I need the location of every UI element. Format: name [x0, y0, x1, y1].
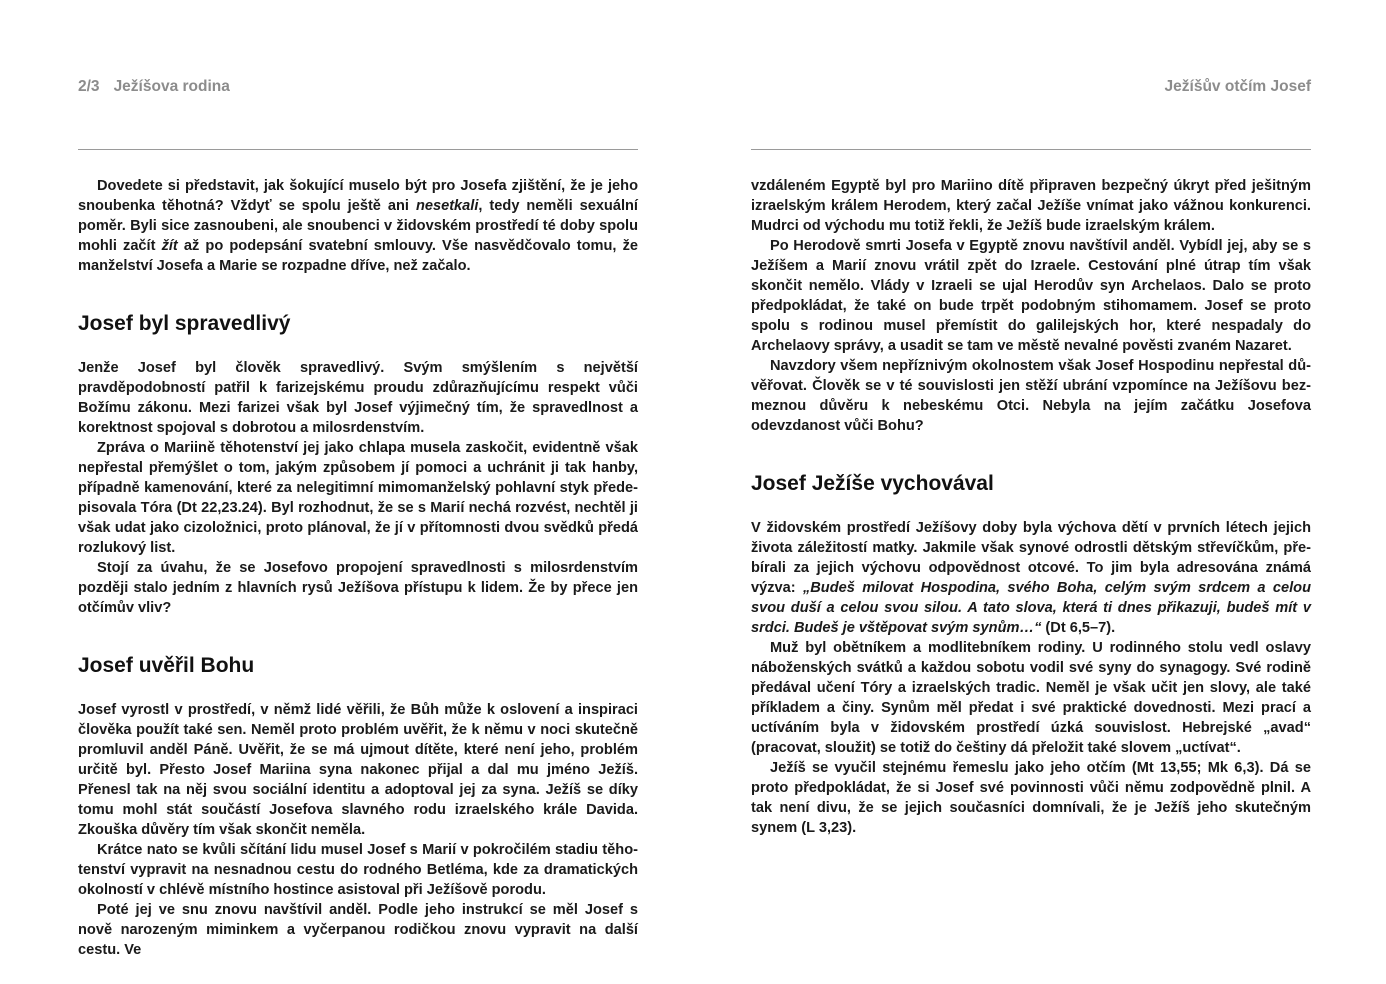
folio: 2/3 [78, 78, 100, 95]
paragraph: Jenže Josef byl člověk spravedlivý. Svým smýšlením s největší pravděpodobností patřil k farizejskému proudu zdůrazňujícímu respekt vůči Božímu zákonu. Mezi farizei však byl Josef výjimečný tím, že spravedlnost a korektnost spojoval s dobrotou a milosrdenstvím. [78, 360, 638, 436]
right-page [751, 0, 1311, 984]
paragraph: Stojí za úvahu, že se Josefovo propojení spravedlnosti s milosrdenstvím později stalo jedním z hlavních rysů Ježíšova přístupu k lidem. Že by přece jen otčímův vliv? [78, 560, 638, 616]
section-heading-uveril: Josef uvěřil Bohu [78, 654, 255, 677]
paragraph: Poté jej ve snu znovu navštívil anděl. Podle jeho instrukcí se měl Josef s nově narozeným miminkem a vyčerpanou rodičkou znovu vypravit na další cestu. Ve [78, 902, 638, 958]
left-page [78, 0, 638, 984]
paragraph: Zpráva o Mariině těhotenství jej jako chlapa musela zaskočit, evidentně však nepřestal přemýšlet o tom, jakým způsobem jí pomoci a uchránit ji tak hanby, případně kamenování, které za nelegitimní mimomanželský pohlavní styk předepisovala Tóra (Dt 22,23.24). Byl rozhodnut, že se s Marií nechá rozvést, nechtěl ji však udat jako cizoložnici, proto plánoval, že jí v přítomnosti dvou svědků předá rozlukový list. [78, 440, 638, 556]
section-heading-vychovaval: Josef Ježíše vychovával [751, 472, 994, 495]
chapter-title: Ježíšova rodina [113, 78, 230, 95]
paragraph: Josef vyrostl v prostředí, v němž lidé věřili, že Bůh může k oslovení a inspiraci člověka použít také sen. Neměl proto problém uvěřit, že k němu v noci skutečně promluvil anděl Páně. Uvěřit, že se má ujmout dítěte, které není jeho, problém určitě byl. Přesto Josef Mariina syna nakonec přijal a dal mu jméno Ježíš. Přenesl tak na něj svou sociální identitu a adoptoval jej za syna. Ježíš se díky tomu mohl stát součástí Josefova slavného rodu izraelského krále Davida. Zkouška důvěry tím však skončit neměla. [78, 702, 638, 838]
paragraph: V židovském prostředí Ježíšovy doby byla výchova dětí v prvních létech jejich života záležitostí matky. Jakmile však synové odrostli dětským střevíčkům, přebírali za jejich výchovu odpovědnost otcové. To jim byla adresována známá výzva: „Budeš milovat Hospodina, svého Boha, celým svým srdcem a celou svou duší a celou svou silou. A tato slova, která ti dnes přikazuji, budeš mít v srdci. Budeš je vštěpovat svým synům…“ (Dt 6,5–7). [751, 520, 1311, 636]
right-text-column [751, 176, 1311, 838]
paragraph: vzdáleném Egyptě byl pro Mariino dítě připraven bezpečný úkryt před ješitným izraelským králem Herodem, který začal Ježíše vnímat jako vážnou konkurenci. Mudrci od východu mu totiž řekli, že Ježíš bude izraelským králem. [751, 178, 1311, 234]
section-heading-spravedlivy: Josef byl spravedlivý [78, 312, 291, 335]
paragraph: Krátce nato se kvůli sčítání lidu musel Josef s Marií v pokročilém stadiu těhotenství vypravit na nesnadnou cestu do rodného Betléma, kde za dramatických okolností v chlévě místního hostince asistoval při Ježíšově porodu. [78, 842, 638, 898]
left-text-column [78, 176, 638, 960]
intro-paragraph: Dovedete si představit, jak šokující muselo být pro Josefa zjištění, že je jeho snoubenka těhotná? Vždyť se spolu ještě ani nesetkali, tedy neměli sexuální poměr. Byli sice zasnoubeni, ale snoubenci v židovském prostředí té doby spolu mohli začít žít až po podepsání svatební smlouvy. Vše nasvědčovalo tomu, že manželství Josefa a Marie se rozpadne dříve, než začalo. [78, 178, 638, 274]
paragraph: Ježíš se vyučil stejnému řemeslu jako jeho otčím (Mt 13,55; Mk 6,3). Dá se proto předpokládat, že si Josef své povinnosti vůči němu zodpovědně plnil. A tak není divu, že se jejich současníci domnívali, že je Ježíš jeho skutečným synem (L 3,23). [751, 760, 1311, 836]
running-head-right: Ježíšův otčím Josef [1164, 78, 1311, 95]
running-head-left [78, 77, 638, 97]
paragraph: Muž byl obětníkem a modlitebníkem rodiny. U rodinného stolu vedl oslavy náboženských svátků a každou sobotu vodil své syny do synagogy. Své rodině předával učení Tóry a izraelských tradic. Neměl je však učit jen slovy, ale také příkladem a činy. Synům měl předat i své praktické dovednosti. Mezi prací a uctíváním byla v židovském prostředí úzká souvislost. Hebrejské „avad“ (pracovat, sloužit) se totiž do češtiny dá přeložit také slovem „uctívat“. [751, 640, 1311, 756]
paragraph: Po Herodově smrti Josefa v Egyptě znovu navštívil anděl. Vybídl jej, aby se s Ježíšem a Marií znovu vrátil zpět do Izraele. Cestování plné útrap tím však skončit nemělo. Vlády v Izraeli se ujal Herodův syn Archelaos. Dalo se proto předpokládat, že také on bude trpět podobným stihomamem. Josef se proto spolu s rodinou musel přemístit do galilejských hor, které nespadaly do Archelaovy správy, a usadit se tam ve městě nevalné pověsti zvaném Nazaret. [751, 238, 1311, 354]
paragraph: Navzdory všem nepříznivým okolnostem však Josef Hospodinu nepřestal důvěřovat. Člověk se v té souvislosti jen stěží ubrání vzpomínce na Ježíšovu bezmeznou důvěru k nebeskému Otci. Nebyla na jejím začátku Josefova odevzdanost vůči Bohu? [751, 358, 1311, 434]
header-rule-left [78, 149, 638, 150]
header-rule-right [751, 149, 1311, 150]
